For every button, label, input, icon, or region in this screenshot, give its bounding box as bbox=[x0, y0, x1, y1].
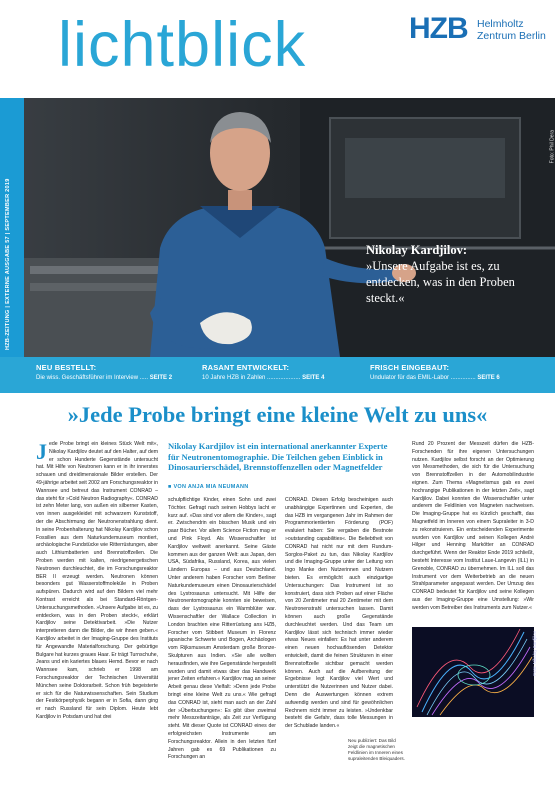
hzb-logo-subtitle bbox=[477, 18, 546, 42]
teaser-item[interactable] bbox=[36, 363, 172, 381]
article-column-4: Rund 20 Prozent der Messzeit dürfen die HZB-Forschenden für ihre eigenen Untersuchungen nutzen. Kardjilov selbst forscht an der Optimierung von Messmethoden, die sich für die Untersuchung von Brennstoffzellen in der Automobilindustrie eignen. Zum Thema »Magnetismus gab es zwei hochrangige Publikationen in der letzten Zeit«, sagt Kardjilov. Dabei konnten die Wissenschaftler unter anderem die Feldlinien von Magneten nachweisen. Die Imaging-Gruppe hat es kürzlich geschafft, das Magnetfeld im Inneren von einem Supraleiter in 3-D zu rekonstruieren. Ein entscheidenden Experimente wurden von Kardjilov und seinen Kollegen André Hilger und Henning Markötter an CONRAD durchgeführt. Wenn der Reaktor Ende 2019 schließt, besteht Interesse vom Institut Laue-Langevin (ILL) in Grenoble, CONRAD zu übernehmen. Im ILL soll das Instrument vor dem Weiterbetrieb an die neuen Strahlparameter angepasst werden. Der Umzug des CONRAD bedeutet für Kardjilov und seine Kollegen aus der Imaging-Gruppe eine Umstellung: »Wir werden vom Betreiber des Instruments zum Nutzer.« bbox=[412, 441, 534, 611]
teaser-bar bbox=[0, 357, 555, 393]
article-column-1 bbox=[36, 441, 158, 779]
hzb-logo[interactable] bbox=[409, 12, 546, 62]
article-column-2: schulpflichtige Kinder, einen Sohn und zwei Töchter. Gefragt nach seinen Hobbys lacht er kurz auf. »Das sind vor allem die Kinder«, sagt er. Zwischendrin ein bisschen Musik und ein paar Bücher. Vor allem Science Fiction mag er und Pink Floyd. Als Wissenschaftler ist Kardjilov weltweit anerkannt. Seine Gäste kommen aus der ganzen Welt: aus Japan, den USA, Südafrika, Russland, Korea, aus vielen Ländern Europas – und aus Deutschland. Unter anderem haben Forscher vom Berliner Naturkundemuseum einen Dinosaurierschädel des Lystrosaurus untersucht. Mit Hilfe der Neutronentomographie konnten sie beweisen, dass der Lystrosaurus ein Warmblüter war. Wissenschaftler der Wallace Collection in London brachten eine Ritterrüstung ans HZB, Forscher vom Stibbert Museum in Florenz japanische Schwerte und Bogen, Archäologen vom Rijksmuseum Amsterdam große Bronze-Skulpturen aus Indien. »Sie alle wollten herausfinden, wie ihre Gegenstände hergestellt wurden und damit etwas über das Handwerk jener Zeiten erfahren.« Kardjilov mag an seiner Arbeit genau diese Vielfalt: »Denn jede Probe bringt eine kleine Welt zu uns.« Wie gefragt das CONRAD ist, sieht man auch an der Zahl der »Überbuchungen«: Es gibt über zweimal mehr Messzeitanträge, als Zeit zur Verfügung steht. Mit dieser Quote ist CONRAD eines der erfolgreichsten Instrumente am Forschungsreaktor. Allein in den letzten fünf Jahren gab es 69 Publikationen zu Forschungen an bbox=[168, 497, 276, 761]
teaser-line bbox=[202, 375, 324, 381]
teaser-title: NEU BESTELLT: bbox=[36, 363, 97, 372]
article-lead: Nikolay Kardjilov ist ein international anerkannter Experte für Neutronentomographie. Die Teilchen geben Einblick in Dinosaurierschädel, Brennstoffenzellen oder Magnetfelder bbox=[168, 441, 388, 472]
teaser-leader: ............... bbox=[450, 375, 476, 381]
teaser-line bbox=[370, 375, 500, 381]
photo-credit: Foto: Phil Dera bbox=[549, 130, 555, 164]
issue-info: HZB-ZEITUNG | EXTERNE AUSGABE 57 | SEPTEMBER 2019 bbox=[5, 178, 11, 350]
figure-caption: Neu publiziert: Das Bild zeigt die magnetischen Feldlinien im Inneren eines supraleitenden Bleiquaders. bbox=[348, 738, 405, 761]
teaser-page: SEITE 4 bbox=[302, 375, 325, 381]
article-column-3: CONRAD. Diesen Erfolg bescheinigen auch unabhängige Expertinnen und Experten, die das HZB im vergangenen Jahr im Rahmen der Programmorientierten Förderung (POF) evaluiert haben: Sie vergaben die Bestnote »outstanding capabilities«. Die Beliebtheit von CONRAD hat nicht nur mit dem Rundum-Sorglos-Paket zu tun, das Nikolay Kardjilov und die Imaging-Gruppe unter der Leitung von Ingo Manke den Nutzerinnen und Nutzern bieten. Es ermöglicht auch einzigartige Untersuchungen: Das Instrument ist so konstruiert, dass sich Proben auf einer Fläche von 20 Zentimeter mal 20 Zentimeter mit dem Neutronenstrahl untersuchen lassen. Damit können auch große Gegenstände durchleuchtet werden. Und das Team um Kardjilov lässt sich technisch immer wieder etwas Neues einfallen: Es hat unter anderem einen neuen hochauflösenden Detektor entwickelt, damit die feinen Strukturen in einer Brennstoffzelle sichtbar gemacht werden können. Auch auf die Aufbereitung der Ergebnisse legt Kardjilov viel Wert und unterstützt die Nutzerinnen und Nutzer dabei. Denn die Auswertungen können extrem aufwendig werden und sind für gewöhnlichen Rechnern nicht immer zu leisten. »Undenkbar besteht die Gefahr, dass tolle Messungen in der Schublade landen.« bbox=[285, 497, 393, 730]
hzb-logo-letters: HZB bbox=[409, 12, 468, 45]
hzb-logo-line2: Zentrum Berlin bbox=[477, 30, 546, 42]
hero-photo bbox=[0, 98, 555, 357]
teaser-text: Die wiss. Geschäftsführer im Interview bbox=[36, 375, 139, 381]
magazine-title: lichtblick bbox=[58, 10, 307, 80]
teaser-line bbox=[36, 375, 172, 381]
teaser-title: FRISCH EINGEBAUT: bbox=[370, 363, 450, 372]
side-strip bbox=[0, 98, 24, 357]
teaser-title: RASANT ENTWICKELT: bbox=[202, 363, 290, 372]
hero-photo-illustration bbox=[0, 98, 555, 357]
teaser-leader: ..... bbox=[139, 375, 149, 381]
figure-credit: Foto: Nikolay Kardjilov bbox=[532, 631, 537, 676]
hzb-logo-line1: Helmholtz bbox=[477, 18, 524, 30]
magnetic-field-figure bbox=[412, 627, 537, 717]
teaser-text: 10 Jahre HZB in Zahlen bbox=[202, 375, 266, 381]
article-column-1-text: ede Probe bringt ein kleines Stück Welt mit«, Nikolay Kardjilov deutet auf den Halter, auf dem er schon Hunderte Gegenstände untersucht hat. Mit Hilfe von Neutronen kann er in ihr innerstes schauen und dreidimensionale Bilder erstellen. Der 49-jährige arbeitet seit 2002 am Forschungsreaktor in Wannsee und betreut das Instrument CONRAD – das steht für »Cold Neutron Radiography«. CONRAD ist zehn Meter lang, von außen ein silberner Kasten, von innen ausgekleidet mit schwarzem Kunststoff, der die Abschirmung der Neutronenstrahlung dient. In seine Probenhalterung hat Nikolay Kardjilov schon Fossilien aus dem Naturkundemuseum montiert, archäologische Fundstücke wie Ritterrüstungen, aber auch Lithiumbatterien und Brennstoffzellen. Die Proben werden mit kalten, niedrigenergetischen Neutronen durchleuchtet, die im Forschungsreaktor BER II erzeugt werden. Neutronen können besonders gut Wasserstoffmoleküle in Proben aufspüren. Dadurch wird auf den Bildern viel mehr Kontrast erreicht als bei Standard-Röntgen-Untersuchungsmethoden. »Unsere Aufgabe ist es, zu entdecken, was in den Proben steckt«, erklärt Kardjilov seine Detektivarbeit. »Die Nutzer interpretieren dann die Bilder, die wir ihnen geben.« Kardjilov arbeitet in der Imaging-Gruppe des Instituts für Angewandte Materialforschung. Der gebürtige Bulgare hat kurzes graues Haar. Er trägt Turnschuhe, Jeans und ein kariertes blaues Hemd. Bevor er nach Wannsee kam, schrieb er 1998 am Forschungsreaktor der Technischen Universität München seine Doktorarbeit. Schon früh begeisterte er sich für die Naturwissenschaften. Sein Studium der Festkörperphysik begann er in Sofia, dann ging er nach Russland für sein Diplom. Heute lebt Kardjilov in Potsdam und hat drei bbox=[36, 441, 159, 720]
drop-cap: J bbox=[36, 439, 47, 464]
quote-name: Nikolay Kardjilov: bbox=[366, 243, 468, 257]
hero-quote bbox=[366, 242, 536, 306]
article-byline: ■ VON ANJA MIA NEUMANN bbox=[168, 484, 249, 490]
teaser-item[interactable] bbox=[202, 363, 324, 381]
teaser-text: Undulator für das EMIL-Labor bbox=[370, 375, 450, 381]
teaser-page: SEITE 2 bbox=[149, 375, 173, 381]
teaser-leader: .................... bbox=[267, 375, 301, 381]
byline-text: VON ANJA MIA NEUMANN bbox=[173, 484, 249, 490]
article-headline: »Jede Probe bringt eine kleine Welt zu uns« bbox=[67, 402, 488, 427]
teaser-page: SEITE 6 bbox=[477, 375, 500, 381]
field-lines-illustration bbox=[412, 627, 534, 717]
quote-text: »Unsere Aufgabe ist es, zu entdecken, was in den Proben steckt.« bbox=[366, 259, 515, 305]
teaser-item[interactable] bbox=[370, 363, 500, 381]
masthead bbox=[0, 0, 555, 98]
